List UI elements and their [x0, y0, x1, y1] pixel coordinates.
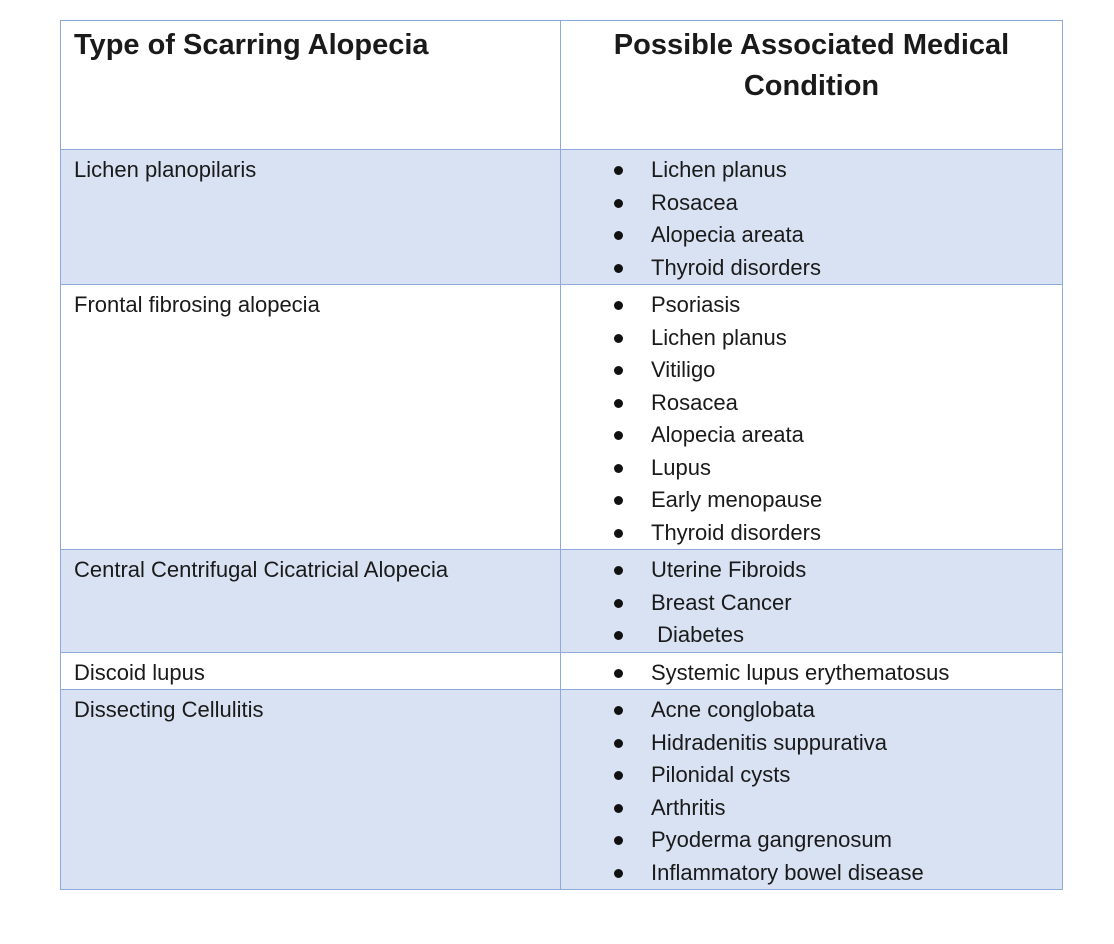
- bullet-icon: [614, 199, 623, 208]
- bullet-icon: [614, 301, 623, 310]
- bullet-icon: [614, 496, 623, 505]
- bullet-icon: [614, 231, 623, 240]
- condition-text: Rosacea: [651, 389, 738, 415]
- condition-text: Early menopause: [651, 487, 823, 512]
- bullet-icon: [614, 566, 623, 575]
- conditions-list: [561, 285, 1062, 549]
- bullet-icon: [614, 869, 623, 878]
- list-item: [561, 619, 1062, 652]
- list-item: [561, 387, 1062, 420]
- table-row: [61, 690, 1063, 890]
- conditions-cell: [561, 285, 1063, 550]
- condition-text: Pilonidal cysts: [651, 762, 791, 787]
- condition-text: Diabetes: [651, 622, 744, 647]
- condition-text: Vitiligo: [651, 357, 716, 382]
- condition-text: Hidradenitis suppurativa: [651, 729, 888, 755]
- condition-text: Lichen planus: [651, 157, 787, 182]
- table-row: [61, 652, 1063, 690]
- conditions-cell: [561, 550, 1063, 653]
- alopecia-type-cell: Frontal fibrosing alopecia: [61, 285, 561, 550]
- alopecia-type-cell: Discoid lupus: [61, 652, 561, 690]
- condition-text: Rosacea: [651, 189, 738, 215]
- list-item: [561, 824, 1062, 857]
- table-row: [61, 150, 1063, 285]
- bullet-icon: [614, 706, 623, 715]
- list-item: [561, 554, 1062, 587]
- bullet-icon: [614, 264, 623, 273]
- condition-text: Inflammatory bowel disease: [651, 859, 924, 885]
- bullet-icon: [614, 739, 623, 748]
- list-item: [561, 792, 1062, 825]
- bullet-icon: [614, 631, 623, 640]
- bullet-icon: [614, 366, 623, 375]
- bullet-icon: [614, 399, 623, 408]
- condition-text: Arthritis: [651, 794, 726, 820]
- bullet-icon: [614, 804, 623, 813]
- conditions-list: [561, 150, 1062, 284]
- condition-text: Acne conglobata: [651, 697, 815, 722]
- list-item: [561, 694, 1062, 727]
- alopecia-table: [60, 20, 1063, 890]
- table-header: [61, 21, 1063, 150]
- condition-text: Systemic lupus erythematosus: [651, 659, 950, 685]
- list-item: [561, 252, 1062, 285]
- list-item: [561, 419, 1062, 452]
- bullet-icon: [614, 166, 623, 175]
- header-row: [61, 21, 1063, 150]
- list-item: [561, 219, 1062, 252]
- alopecia-type-cell: Central Centrifugal Cicatricial Alopecia: [61, 550, 561, 653]
- conditions-cell: [561, 150, 1063, 285]
- table-container: [60, 20, 1062, 890]
- alopecia-type-cell: Lichen planopilaris: [61, 150, 561, 285]
- conditions-cell: [561, 652, 1063, 690]
- bullet-icon: [614, 669, 623, 678]
- list-item: [561, 759, 1062, 792]
- bullet-icon: [614, 431, 623, 440]
- list-item: [561, 154, 1062, 187]
- condition-text: Thyroid disorders: [651, 254, 821, 280]
- list-item: [561, 857, 1062, 890]
- header-type: Type of Scarring Alopecia: [61, 21, 561, 150]
- conditions-list: [561, 550, 1062, 652]
- list-item: [561, 187, 1062, 220]
- list-item: [561, 289, 1062, 322]
- conditions-list: [561, 690, 1062, 889]
- table-body: [61, 150, 1063, 890]
- condition-text: Uterine Fibroids: [651, 557, 807, 582]
- condition-text: Psoriasis: [651, 292, 741, 317]
- condition-text: Lupus: [651, 454, 711, 480]
- bullet-icon: [614, 529, 623, 538]
- bullet-icon: [614, 771, 623, 780]
- alopecia-type-cell: Dissecting Cellulitis: [61, 690, 561, 890]
- bullet-icon: [614, 464, 623, 473]
- condition-text: Alopecia areata: [651, 422, 804, 447]
- list-item: [561, 322, 1062, 355]
- list-item: [561, 517, 1062, 550]
- list-item: [561, 587, 1062, 620]
- bullet-icon: [614, 836, 623, 845]
- condition-text: Thyroid disorders: [651, 519, 821, 545]
- table-row: [61, 550, 1063, 653]
- condition-text: Alopecia areata: [651, 222, 804, 247]
- condition-text: Pyoderma gangrenosum: [651, 827, 892, 852]
- list-item: [561, 657, 1062, 690]
- table-row: [61, 285, 1063, 550]
- condition-text: Lichen planus: [651, 324, 787, 350]
- bullet-icon: [614, 334, 623, 343]
- bullet-icon: [614, 599, 623, 608]
- list-item: [561, 484, 1062, 517]
- list-item: [561, 452, 1062, 485]
- conditions-cell: [561, 690, 1063, 890]
- condition-text: Breast Cancer: [651, 589, 792, 615]
- list-item: [561, 727, 1062, 760]
- header-condition: Possible Associated Medical Condition: [561, 21, 1063, 150]
- list-item: [561, 354, 1062, 387]
- conditions-list: [561, 653, 1062, 690]
